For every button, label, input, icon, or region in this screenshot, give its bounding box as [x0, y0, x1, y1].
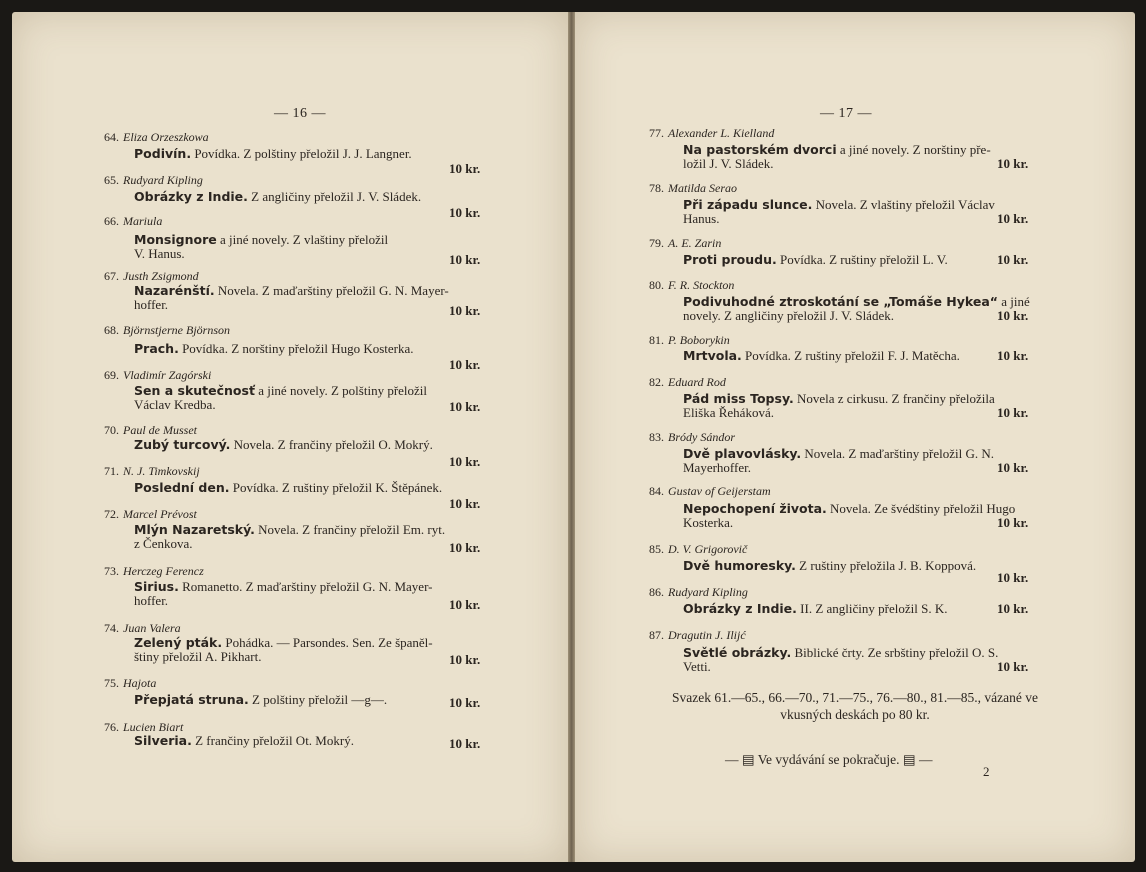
entry-author: N. J. Timkovskij [123, 464, 200, 478]
entry-desc: Z polštiny přeložil —g—. [248, 692, 388, 707]
page-number: — 17 — [820, 106, 872, 121]
entry-desc-cont: novely. Z angličiny přeložil J. V. Sládek. [683, 308, 894, 323]
entry-title: Silveria. [134, 733, 192, 748]
entry-number: 75. [104, 676, 119, 690]
entry-title: Světlé obrázky. [683, 645, 792, 660]
entry-desc: Povídka. Z norštiny přeložil Hugo Kosterka. [178, 341, 414, 356]
entry-price: 10 kr. [449, 736, 481, 751]
entry-title: Proti proudu. [683, 252, 777, 267]
entry-author: Eliza Orzeszkowa [123, 130, 209, 144]
entry-author: Rudyard Kipling [123, 173, 203, 187]
series-note [635, 689, 1075, 723]
entry-number: 70. [104, 423, 119, 437]
entry-title: Prach. [134, 341, 179, 356]
entry-price: 10 kr. [449, 652, 481, 667]
entry-desc-cont: Vetti. [683, 659, 711, 674]
entry-price: 10 kr. [449, 454, 481, 469]
entry-desc-cont: štiny přeložil A. Pikhart. [134, 649, 262, 664]
entry-desc-cont: Hanus. [683, 211, 720, 226]
entry-author: A. E. Zarin [668, 236, 722, 250]
entry-desc: a jiné novely. Z polštiny přeložil [254, 383, 428, 398]
entry-price: 10 kr. [449, 399, 481, 414]
entry-desc: Novela. Z frančiny přeložil Em. ryt. [254, 522, 446, 537]
entry-number: 66. [104, 214, 119, 228]
entry-price: 10 kr. [997, 211, 1029, 226]
entry-price: 10 kr. [449, 540, 481, 555]
entry-title: Zelený pták. [134, 635, 223, 650]
entry-desc-cont: hoffer. [134, 593, 169, 608]
entry-title: Zubý turcový. [134, 437, 231, 452]
entry-title: Sirius. [134, 579, 179, 594]
series-note-line2: vkusných deskách po 80 kr. [780, 707, 930, 722]
entry-number: 68. [104, 323, 119, 337]
entry-number: 83. [649, 430, 664, 444]
entry-desc: Pohádka. — Parsondes. Sen. Ze španěl- [222, 635, 433, 650]
entry-title: Dvě humoresky. [683, 558, 796, 573]
entry-author: Alexander L. Kielland [668, 126, 775, 140]
entry-author: P. Boborykin [668, 333, 730, 347]
entry-price: 10 kr. [449, 597, 481, 612]
entry-number: 77. [649, 126, 664, 140]
entry-number: 74. [104, 621, 119, 635]
entry-title: Obrázky z Indie. [134, 189, 248, 204]
entry-number: 67. [104, 269, 119, 283]
entry-author: Juan Valera [123, 621, 181, 635]
entry-desc: Povídka. Z polštiny přeložil J. J. Langner. [191, 146, 412, 161]
entry-desc: Z angličiny přeložil J. V. Sládek. [247, 189, 422, 204]
entry-desc: Novela. Z maďarštiny přeložil G. N. Mayer- [214, 283, 449, 298]
entry-desc-cont: Eliška Řeháková. [683, 405, 774, 420]
entry-desc-cont: ložil J. V. Sládek. [683, 156, 774, 171]
entry-number: 69. [104, 368, 119, 382]
entry-author: Gustav of Geijerstam [668, 484, 771, 498]
entry-price: 10 kr. [449, 303, 481, 318]
entry-desc-cont: z Čenkova. [134, 536, 193, 551]
entry-title: Poslední den. [134, 480, 230, 495]
entry-price: 10 kr. [997, 156, 1029, 171]
entry-author: Rudyard Kipling [668, 585, 748, 599]
entry-title: Přepjatá struna. [134, 692, 249, 707]
entry-price: 10 kr. [997, 405, 1029, 420]
entry-number: 85. [649, 542, 664, 556]
entry-number: 80. [649, 278, 664, 292]
entry-price: 10 kr. [997, 515, 1029, 530]
entry-number: 64. [104, 130, 119, 144]
entry-author: Mariula [123, 214, 163, 228]
entry-author: Justh Zsigmond [123, 269, 199, 283]
entry-number: 71. [104, 464, 119, 478]
entry-title: Nepochopení života. [683, 501, 827, 516]
entry-desc-cont: V. Hanus. [134, 246, 185, 261]
entry-number: 65. [104, 173, 119, 187]
entry-price: 10 kr. [997, 308, 1029, 323]
entry-desc: a jiné [998, 294, 1030, 309]
entry-desc: Novela. Ze švédštiny přeložil Hugo [826, 501, 1016, 516]
entry-price: 10 kr. [449, 252, 481, 267]
entry-price: 10 kr. [997, 348, 1029, 363]
entry-number: 81. [649, 333, 664, 347]
entry-price: 10 kr. [449, 496, 481, 511]
entry-price: 10 kr. [449, 161, 481, 176]
entry-desc: a jiné novely. Z norštiny pře- [836, 142, 991, 157]
entry-author: Matilda Serao [668, 181, 737, 195]
entry-desc: Z frančiny přeložil Ot. Mokrý. [191, 733, 354, 748]
entry-desc: Novela z cirkusu. Z frančiny přeložila [793, 391, 995, 406]
entry-price: 10 kr. [997, 252, 1029, 267]
entry-title: Mlýn Nazaretský. [134, 522, 255, 537]
entry-number: 78. [649, 181, 664, 195]
entry-author: Herczeg Ferencz [123, 564, 204, 578]
entry-author: Marcel Prévost [123, 507, 197, 521]
entry-author: Dragutin J. Ilijć [668, 628, 746, 642]
entry-title: Při západu slunce. [683, 197, 813, 212]
page-number: — 16 — [274, 106, 326, 121]
entry-desc: Biblické črty. Ze srbštiny přeložil O. S. [791, 645, 999, 660]
entry-author: Eduard Rod [668, 375, 726, 389]
entry-author: Björnstjerne Björnson [123, 323, 230, 337]
entry-number: 84. [649, 484, 664, 498]
series-note-line1: Svazek 61.—65., 66.—70., 71.—75., 76.—80., 81.—85., vázané ve [672, 690, 1038, 705]
entry-desc: Novela. Z maďarštiny přeložil G. N. [801, 446, 995, 461]
entry-title: Nazarénští. [134, 283, 215, 298]
entry-number: 79. [649, 236, 664, 250]
entry-number: 73. [104, 564, 119, 578]
entry-title: Podivín. [134, 146, 192, 161]
entry-desc-cont: Mayerhoffer. [683, 460, 751, 475]
entry-number: 82. [649, 375, 664, 389]
entry-desc-cont: Václav Kredba. [134, 397, 216, 412]
entry-desc: Novela. Z frančiny přeložil O. Mokrý. [230, 437, 433, 452]
entry-desc-cont: hoffer. [134, 297, 169, 312]
entry-author: Lucien Biart [123, 720, 184, 734]
entry-title: Podivuhodné ztroskotání se „Tomáše Hykea“ [683, 294, 998, 309]
entry-desc: Novela. Z vlaštiny přeložil Václav [812, 197, 995, 212]
entry-author: Bródy Sándor [668, 430, 735, 444]
entry-price: 10 kr. [449, 695, 481, 710]
entry-desc: II. Z angličiny přeložil S. K. [796, 601, 948, 616]
entry-desc-cont: Kosterka. [683, 515, 734, 530]
entry-title: Obrázky z Indie. [683, 601, 797, 616]
entry-desc: Povídka. Z ruštiny přeložil K. Štěpánek. [229, 480, 443, 495]
entry-author: Paul de Musset [123, 423, 197, 437]
entry-number: 87. [649, 628, 664, 642]
entry-title: Sen a skutečnosť [134, 383, 255, 398]
entry-desc: a jiné novely. Z vlaštiny přeložil [216, 232, 389, 247]
entry-title: Monsignore [134, 232, 217, 247]
entry-desc: Z ruštiny přeložila J. B. Koppová. [795, 558, 977, 573]
entry-desc: Romanetto. Z maďarštiny přeložil G. N. Mayer- [178, 579, 433, 594]
entry-title: Mrtvola. [683, 348, 742, 363]
entry-title: Dvě plavovlásky. [683, 446, 802, 461]
left-page [12, 12, 568, 862]
signature-mark: 2 [983, 764, 990, 779]
entry-desc: Povídka. Z ruštiny přeložil F. J. Matěcha. [741, 348, 960, 363]
entry-number: 86. [649, 585, 664, 599]
entry-number: 76. [104, 720, 119, 734]
entry-price: 10 kr. [997, 659, 1029, 674]
entry-author: Vladimír Zagórski [123, 368, 212, 382]
continuation-note: — ▤ Ve vydávání se pokračuje. ▤ — [725, 752, 933, 767]
entry-price: 10 kr. [997, 601, 1029, 616]
entry-desc: Povídka. Z ruštiny přeložil L. V. [776, 252, 948, 267]
entry-title: Pád miss Topsy. [683, 391, 794, 406]
right-page [575, 12, 1135, 862]
entry-author: D. V. Grigorovič [668, 542, 748, 556]
entry-number: 72. [104, 507, 119, 521]
entry-price: 10 kr. [997, 460, 1029, 475]
entry-price: 10 kr. [449, 205, 481, 220]
entry-price: 10 kr. [449, 357, 481, 372]
entry-price: 10 kr. [997, 570, 1029, 585]
entry-title: Na pastorském dvorci [683, 142, 837, 157]
entry-author: Hajota [123, 676, 157, 690]
entry-author: F. R. Stockton [668, 278, 735, 292]
